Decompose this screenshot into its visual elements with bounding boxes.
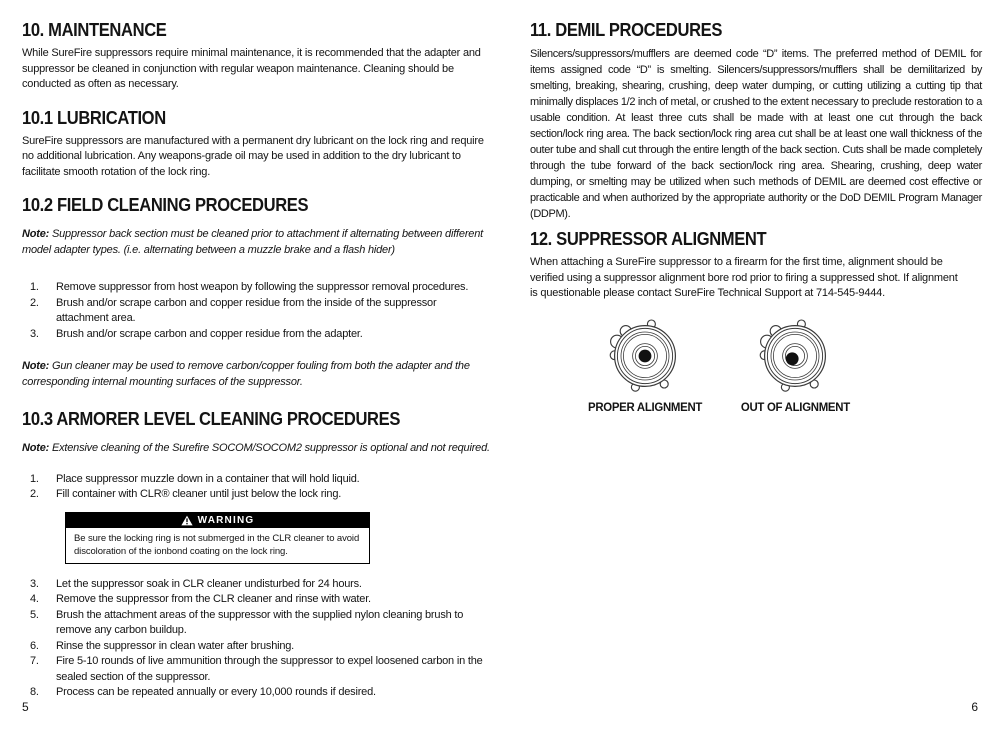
list-item: 1. Place suppressor muzzle down in a container that will hold liquid. bbox=[30, 472, 360, 485]
section-title-demil: 11. DEMIL PROCEDURES bbox=[530, 20, 723, 40]
field-cleaning-note bbox=[22, 227, 490, 258]
section-title-lubrication: 10.1 LUBRICATION bbox=[22, 107, 166, 128]
note-text: Suppressor back section must be cleaned prior to attachment if alternating between different model adapter types. (i.e. alternating between a muzzle brake and a flash hider) bbox=[22, 228, 483, 256]
list-item: 4. Remove the suppressor from the CLR cleaner and rinse with water. bbox=[30, 593, 371, 605]
suppressor-endview-out-diagram bbox=[749, 316, 841, 396]
figure-label-proper: PROPER ALIGNMENT bbox=[587, 399, 703, 414]
list-item: 2. Fill container with CLR® cleaner until just below the lock ring. bbox=[30, 488, 342, 500]
armorer-steps-part2 bbox=[22, 577, 490, 701]
warning-header bbox=[66, 513, 369, 528]
lubrication-paragraph: SureFire suppressors are manufactured with a permanent dry lubricant on the lock ring and require no additional lubrication. Any weapons-grade oil may be used in addition to the dry lubricant to facilitate smooth rotation of the lock ring. bbox=[22, 134, 484, 178]
armorer-cleaning-note bbox=[22, 441, 490, 457]
list-item: 8. Process can be repeated annually or every 10,000 rounds if desired. bbox=[30, 686, 376, 698]
list-item: 7. Fire 5-10 rounds of live ammunition through the suppressor to expel loosened carbon in the sealed section of the suppressor. bbox=[30, 655, 483, 683]
list-item: 3. Brush and/or scrape carbon and copper residue from the adapter. bbox=[30, 327, 363, 340]
alignment-paragraph: When attaching a SureFire suppressor to a firearm for the first time, alignment should be verified using a suppressor alignment bore rod prior to firing a suppressed shot. If alignment is questionable please contact SureFire Technical Support at 714-545-9444. bbox=[530, 256, 958, 299]
warning-box bbox=[65, 512, 370, 564]
note-label: Note: bbox=[22, 228, 50, 240]
section-title-maintenance: 10. MAINTENANCE bbox=[22, 20, 167, 40]
maintenance-paragraph: While SureFire suppressors require minimal maintenance, it is recommended that the adapter and suppressor be cleaned in conjunction with regular weapon maintenance. Cleaning should be conducted as often as necessary. bbox=[22, 47, 481, 90]
left-page-column bbox=[22, 0, 490, 701]
section-title-field-cleaning: 10.2 FIELD CLEANING PROCEDURES bbox=[22, 195, 309, 215]
section-title-armorer-cleaning: 10.3 ARMORER LEVEL CLEANING PROCEDURES bbox=[22, 409, 401, 429]
warning-text: Be sure the locking ring is not submerged in the CLR cleaner to avoid discoloration of the ionbond coating on the lock ring. bbox=[74, 532, 360, 557]
note-label: Note: bbox=[22, 360, 50, 372]
warning-label: WARNING bbox=[197, 514, 255, 526]
field-cleaning-note2 bbox=[22, 359, 490, 390]
list-item: 5. Brush the attachment areas of the suppressor with the supplied nylon cleaning brush to remove any carbon buildup. bbox=[30, 608, 464, 636]
alignment-figures bbox=[530, 316, 982, 414]
demil-paragraph: Silencers/suppressors/mufflers are deemed code “D” items. The preferred method of DEMIL for items assigned code “D” is smelting. Silencers/suppressors/mufflers shall be demilitarized by smelting, breaking, shearing, crushing, deep water dumping, or cutting utilizing a cutting tip that minimally displaces 1/2 inch of metal, or crushed to the extent necessary to preclude restoration to a usable condition. At least three cuts shall be made with at least one cut through the back section/lock ring area. The back section/lock ring area cut shall be at least one wall thickness of the outer tube and shall cut through the entire length of the back section. Cuts shall be made completely through the tube forward of the back section/lock ring area. Shearing, crushing, deep water dumping, or smelting may be utilized when such methods of DEMIL are deemed cost effective or practicable and when authorized by the appropriate authority or the DoD DEMIL Program Manager (DDPM). bbox=[530, 48, 983, 220]
list-item: 6. Rinse the suppressor in clean water after brushing. bbox=[30, 639, 295, 652]
figure-label-out: OUT OF ALIGNMENT bbox=[740, 399, 850, 414]
field-cleaning-steps bbox=[22, 280, 490, 342]
armorer-steps-part1 bbox=[22, 472, 490, 503]
page-number-left: 5 bbox=[22, 700, 29, 714]
list-item: 1. Remove suppressor from host weapon by following the suppressor removal procedures. bbox=[30, 281, 469, 293]
page-number-right: 6 bbox=[971, 700, 978, 714]
warning-triangle-icon bbox=[181, 515, 193, 526]
note-text: Gun cleaner may be used to remove carbon/copper fouling from both the adapter and the corresponding internal mounting surfaces of the suppressor. bbox=[22, 360, 470, 388]
list-item: 2. Brush and/or scrape carbon and copper residue from the inside of the suppressor attachment area. bbox=[30, 296, 437, 324]
figure-out-of-alignment bbox=[720, 316, 870, 414]
suppressor-endview-proper-diagram bbox=[599, 316, 691, 396]
note-text: Extensive cleaning of the Surefire SOCOM/SOCOM2 suppressor is optional and not required. bbox=[49, 442, 490, 454]
note-label: Note: bbox=[22, 442, 50, 454]
section-title-alignment: 12. SUPPRESSOR ALIGNMENT bbox=[530, 229, 767, 249]
right-page-column bbox=[530, 0, 982, 414]
list-item: 3. Let the suppressor soak in CLR cleaner undisturbed for 24 hours. bbox=[30, 577, 362, 590]
figure-proper-alignment bbox=[570, 316, 720, 414]
